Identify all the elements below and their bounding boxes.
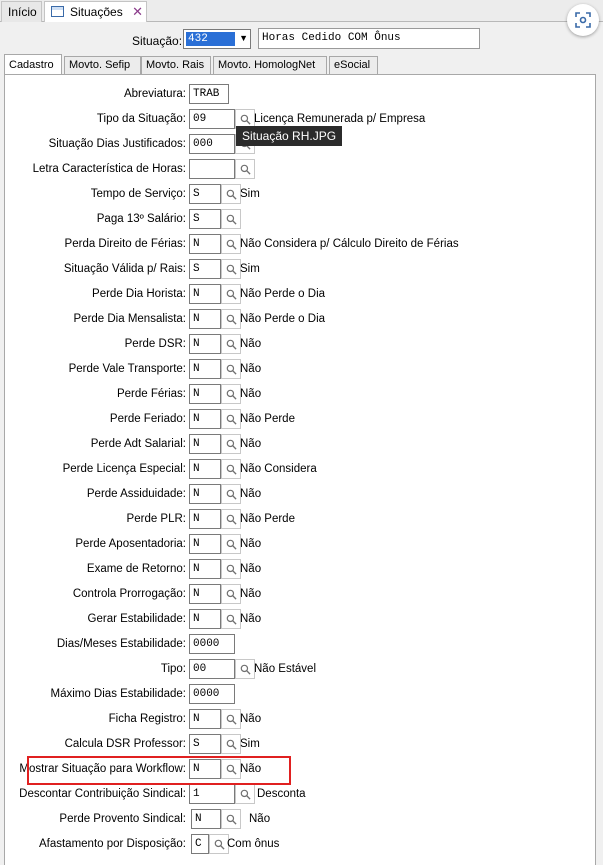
tipo-input[interactable]: 00 bbox=[189, 659, 235, 679]
field-label: Perda Direito de Férias: bbox=[64, 238, 186, 250]
magnifier-icon[interactable] bbox=[221, 284, 241, 304]
magnifier-icon[interactable] bbox=[221, 259, 241, 279]
contrib-sindical-input[interactable]: 1 bbox=[189, 784, 235, 804]
tab-movto-homolognet[interactable]: Movto. HomologNet bbox=[213, 56, 327, 74]
situacao-label: Situação: bbox=[132, 34, 183, 48]
calcula-dsr-prof-description: Sim bbox=[240, 738, 260, 750]
form-row-maximo-dias-estab bbox=[5, 683, 597, 705]
cadastro-panel bbox=[4, 74, 596, 865]
field-label: Mostrar Situação para Workflow: bbox=[19, 763, 186, 775]
form-row-letra-horas bbox=[5, 158, 597, 180]
form-row-tipo bbox=[5, 658, 597, 680]
abreviatura-input[interactable]: TRAB bbox=[189, 84, 229, 104]
form-row-perda-ferias bbox=[5, 233, 597, 255]
perde-dia-horista-input[interactable]: N bbox=[189, 284, 221, 304]
gerar-estabilidade-input[interactable]: N bbox=[189, 609, 221, 629]
tab-esocial[interactable]: eSocial bbox=[329, 56, 378, 74]
tab-cadastro[interactable]: Cadastro bbox=[4, 54, 62, 75]
form-row-provento-sindical bbox=[5, 808, 597, 830]
field-label: Perde Feriado: bbox=[109, 413, 186, 425]
form-row-valida-rais bbox=[5, 258, 597, 280]
tab-situacoes[interactable] bbox=[44, 1, 147, 22]
magnifier-icon[interactable] bbox=[235, 659, 255, 679]
field-label: Gerar Estabilidade: bbox=[87, 613, 186, 625]
perde-adt-description: Não bbox=[240, 438, 262, 450]
magnifier-icon[interactable] bbox=[221, 184, 241, 204]
form-row-perde-vale bbox=[5, 358, 597, 380]
field-label: Perde Vale Transporte: bbox=[68, 363, 186, 375]
situacao-dias-justificados-input[interactable]: 000 bbox=[189, 134, 235, 154]
perde-licenca-input[interactable]: N bbox=[189, 459, 221, 479]
perde-aposentadoria-input[interactable]: N bbox=[189, 534, 221, 554]
close-icon[interactable]: ✕ bbox=[132, 4, 143, 19]
form-row-perde-dia-mensalista bbox=[5, 308, 597, 330]
field-label: Tipo: bbox=[160, 663, 186, 675]
perda-ferias-description: Não Considera p/ Cálculo Direito de Férias bbox=[240, 238, 459, 250]
perde-ferias-description: Não bbox=[240, 388, 262, 400]
tab-inicio[interactable] bbox=[1, 1, 42, 22]
workflow-input[interactable]: N bbox=[189, 759, 221, 779]
form-row-dias-meses-estab bbox=[5, 633, 597, 655]
situacao-description: Horas Cedido COM Ônus bbox=[258, 28, 480, 49]
field-label: Letra Característica de Horas: bbox=[32, 163, 186, 175]
magnifier-icon[interactable] bbox=[221, 334, 241, 354]
magnifier-icon[interactable] bbox=[221, 509, 241, 529]
form-row-paga-13 bbox=[5, 208, 597, 230]
dias-meses-estab-input[interactable]: 0000 bbox=[189, 634, 235, 654]
tipo-situacao-input[interactable]: 09 bbox=[189, 109, 235, 129]
perde-assiduidade-description: Não bbox=[240, 488, 262, 500]
form-row-perde-ferias bbox=[5, 383, 597, 405]
magnifier-icon[interactable] bbox=[235, 784, 255, 804]
perde-plr-input[interactable]: N bbox=[189, 509, 221, 529]
perde-dia-mensalista-input[interactable]: N bbox=[189, 309, 221, 329]
form-row-contrib-sindical bbox=[5, 783, 597, 805]
field-label: Paga 13º Salário: bbox=[96, 213, 186, 225]
form-row-perde-licenca bbox=[5, 458, 597, 480]
perde-vale-description: Não bbox=[240, 363, 262, 375]
form-row-perde-assiduidade bbox=[5, 483, 597, 505]
field-label: Afastamento por Disposição: bbox=[38, 838, 186, 850]
form-row-perde-feriado bbox=[5, 408, 597, 430]
perde-feriado-description: Não Perde bbox=[240, 413, 295, 425]
field-label: Perde Assiduidade: bbox=[86, 488, 186, 500]
exame-retorno-input[interactable]: N bbox=[189, 559, 221, 579]
field-label: Exame de Retorno: bbox=[86, 563, 186, 575]
form-row-exame-retorno bbox=[5, 558, 597, 580]
magnifier-icon[interactable] bbox=[221, 434, 241, 454]
magnifier-icon[interactable] bbox=[221, 209, 241, 229]
workflow-description: Não bbox=[240, 763, 262, 775]
field-label: Perde Aposentadoria: bbox=[75, 538, 186, 550]
perde-vale-input[interactable]: N bbox=[189, 359, 221, 379]
field-label: Perde Provento Sindical: bbox=[59, 813, 186, 825]
letra-horas-input[interactable] bbox=[189, 159, 235, 179]
contrib-sindical-description: Desconta bbox=[257, 788, 306, 800]
dropdown-arrow-icon[interactable]: ▼ bbox=[239, 33, 248, 43]
tab-movto-rais[interactable]: Movto. Rais bbox=[141, 56, 211, 74]
form-row-perde-aposentadoria bbox=[5, 533, 597, 555]
field-label: Perde Adt Salarial: bbox=[90, 438, 186, 450]
field-label: Perde Férias: bbox=[116, 388, 186, 400]
calcula-dsr-prof-input[interactable]: S bbox=[189, 734, 221, 754]
field-label: Situação Válida p/ Rais: bbox=[63, 263, 186, 275]
valida-rais-input[interactable]: S bbox=[189, 259, 221, 279]
perde-feriado-input[interactable]: N bbox=[189, 409, 221, 429]
field-label: Descontar Contribuição Sindical: bbox=[19, 788, 186, 800]
highlight-box bbox=[27, 756, 291, 785]
controla-prorrogacao-description: Não bbox=[240, 588, 262, 600]
perde-licenca-description: Não Considera bbox=[240, 463, 317, 475]
magnifier-icon[interactable] bbox=[221, 534, 241, 554]
form-icon bbox=[51, 6, 64, 17]
form-row-perde-dia-horista bbox=[5, 283, 597, 305]
form-row-ficha-registro bbox=[5, 708, 597, 730]
form-row-tempo-servico bbox=[5, 183, 597, 205]
perde-dsr-description: Não bbox=[240, 338, 262, 350]
field-label: Dias/Meses Estabilidade: bbox=[56, 638, 186, 650]
magnifier-icon[interactable] bbox=[221, 709, 241, 729]
field-label: Perde Dia Horista: bbox=[92, 288, 186, 300]
magnifier-icon[interactable] bbox=[221, 459, 241, 479]
controla-prorrogacao-input[interactable]: N bbox=[189, 584, 221, 604]
afastamento-disposicao-description: Com ônus bbox=[227, 838, 280, 850]
field-label: Calcula DSR Professor: bbox=[64, 738, 186, 750]
form-row-controla-prorrogacao bbox=[5, 583, 597, 605]
magnifier-icon[interactable] bbox=[221, 809, 241, 829]
ficha-registro-input[interactable]: N bbox=[189, 709, 221, 729]
magnifier-icon[interactable] bbox=[221, 484, 241, 504]
ficha-registro-description: Não bbox=[240, 713, 262, 725]
field-label: Tipo da Situação: bbox=[96, 113, 186, 125]
magnifier-icon[interactable] bbox=[221, 584, 241, 604]
magnifier-icon[interactable] bbox=[221, 384, 241, 404]
form-row-afastamento-disposicao bbox=[5, 833, 597, 855]
form-row-abreviatura bbox=[5, 83, 597, 105]
field-label: Controla Prorrogação: bbox=[72, 588, 186, 600]
magnifier-icon[interactable] bbox=[209, 834, 229, 854]
perde-dsr-input[interactable]: N bbox=[189, 334, 221, 354]
field-label: Máximo Dias Estabilidade: bbox=[50, 688, 186, 700]
magnifier-icon[interactable] bbox=[221, 359, 241, 379]
field-label: Perde Dia Mensalista: bbox=[73, 313, 186, 325]
tipo-description: Não Estável bbox=[254, 663, 317, 675]
perde-plr-description: Não Perde bbox=[240, 513, 295, 525]
tempo-servico-description: Sim bbox=[240, 188, 260, 200]
magnifier-icon[interactable] bbox=[221, 734, 241, 754]
field-label: Perde Licença Especial: bbox=[62, 463, 186, 475]
scan-icon[interactable] bbox=[567, 4, 599, 36]
paga-13-input[interactable]: S bbox=[189, 209, 221, 229]
perde-dia-horista-description: Não Perde o Dia bbox=[240, 288, 326, 300]
tooltip: Situação RH.JPG bbox=[236, 126, 342, 146]
gerar-estabilidade-description: Não bbox=[240, 613, 262, 625]
form-row-perde-plr bbox=[5, 508, 597, 530]
magnifier-icon[interactable] bbox=[221, 234, 241, 254]
perde-aposentadoria-description: Não bbox=[240, 538, 262, 550]
tipo-situacao-description: Licença Remunerada p/ Empresa bbox=[254, 113, 426, 125]
perde-dia-mensalista-description: Não Perde o Dia bbox=[240, 313, 326, 325]
field-label: Perde DSR: bbox=[124, 338, 186, 350]
field-label: Abreviatura: bbox=[123, 88, 186, 100]
provento-sindical-description: Não bbox=[249, 813, 271, 825]
field-label: Ficha Registro: bbox=[108, 713, 186, 725]
situacao-code: 432 bbox=[186, 32, 235, 46]
maximo-dias-estab-input[interactable]: 0000 bbox=[189, 684, 235, 704]
field-label: Situação Dias Justificados: bbox=[48, 138, 186, 150]
form-row-gerar-estabilidade bbox=[5, 608, 597, 630]
situacao-select[interactable] bbox=[183, 29, 251, 49]
perde-assiduidade-input[interactable]: N bbox=[189, 484, 221, 504]
form-row-calcula-dsr-prof bbox=[5, 733, 597, 755]
field-label: Tempo de Serviço: bbox=[90, 188, 186, 200]
magnifier-icon[interactable] bbox=[221, 409, 241, 429]
form-row-perde-adt bbox=[5, 433, 597, 455]
magnifier-icon[interactable] bbox=[221, 609, 241, 629]
perde-adt-input[interactable]: N bbox=[189, 434, 221, 454]
valida-rais-description: Sim bbox=[240, 263, 260, 275]
field-label: Perde PLR: bbox=[126, 513, 186, 525]
exame-retorno-description: Não bbox=[240, 563, 262, 575]
document-tabs bbox=[0, 0, 603, 22]
tab-inicio-label: Início bbox=[8, 5, 37, 19]
tempo-servico-input[interactable]: S bbox=[189, 184, 221, 204]
afastamento-disposicao-input[interactable]: C bbox=[191, 834, 209, 854]
perde-ferias-input[interactable]: N bbox=[189, 384, 221, 404]
form-row-perde-dsr bbox=[5, 333, 597, 355]
magnifier-icon[interactable] bbox=[221, 309, 241, 329]
tab-situacoes-label: Situações bbox=[70, 5, 123, 19]
provento-sindical-input[interactable]: N bbox=[191, 809, 221, 829]
perda-ferias-input[interactable]: N bbox=[189, 234, 221, 254]
magnifier-icon[interactable] bbox=[235, 159, 255, 179]
magnifier-icon[interactable] bbox=[221, 559, 241, 579]
tab-movto-sefip[interactable]: Movto. Sefip bbox=[64, 56, 141, 74]
